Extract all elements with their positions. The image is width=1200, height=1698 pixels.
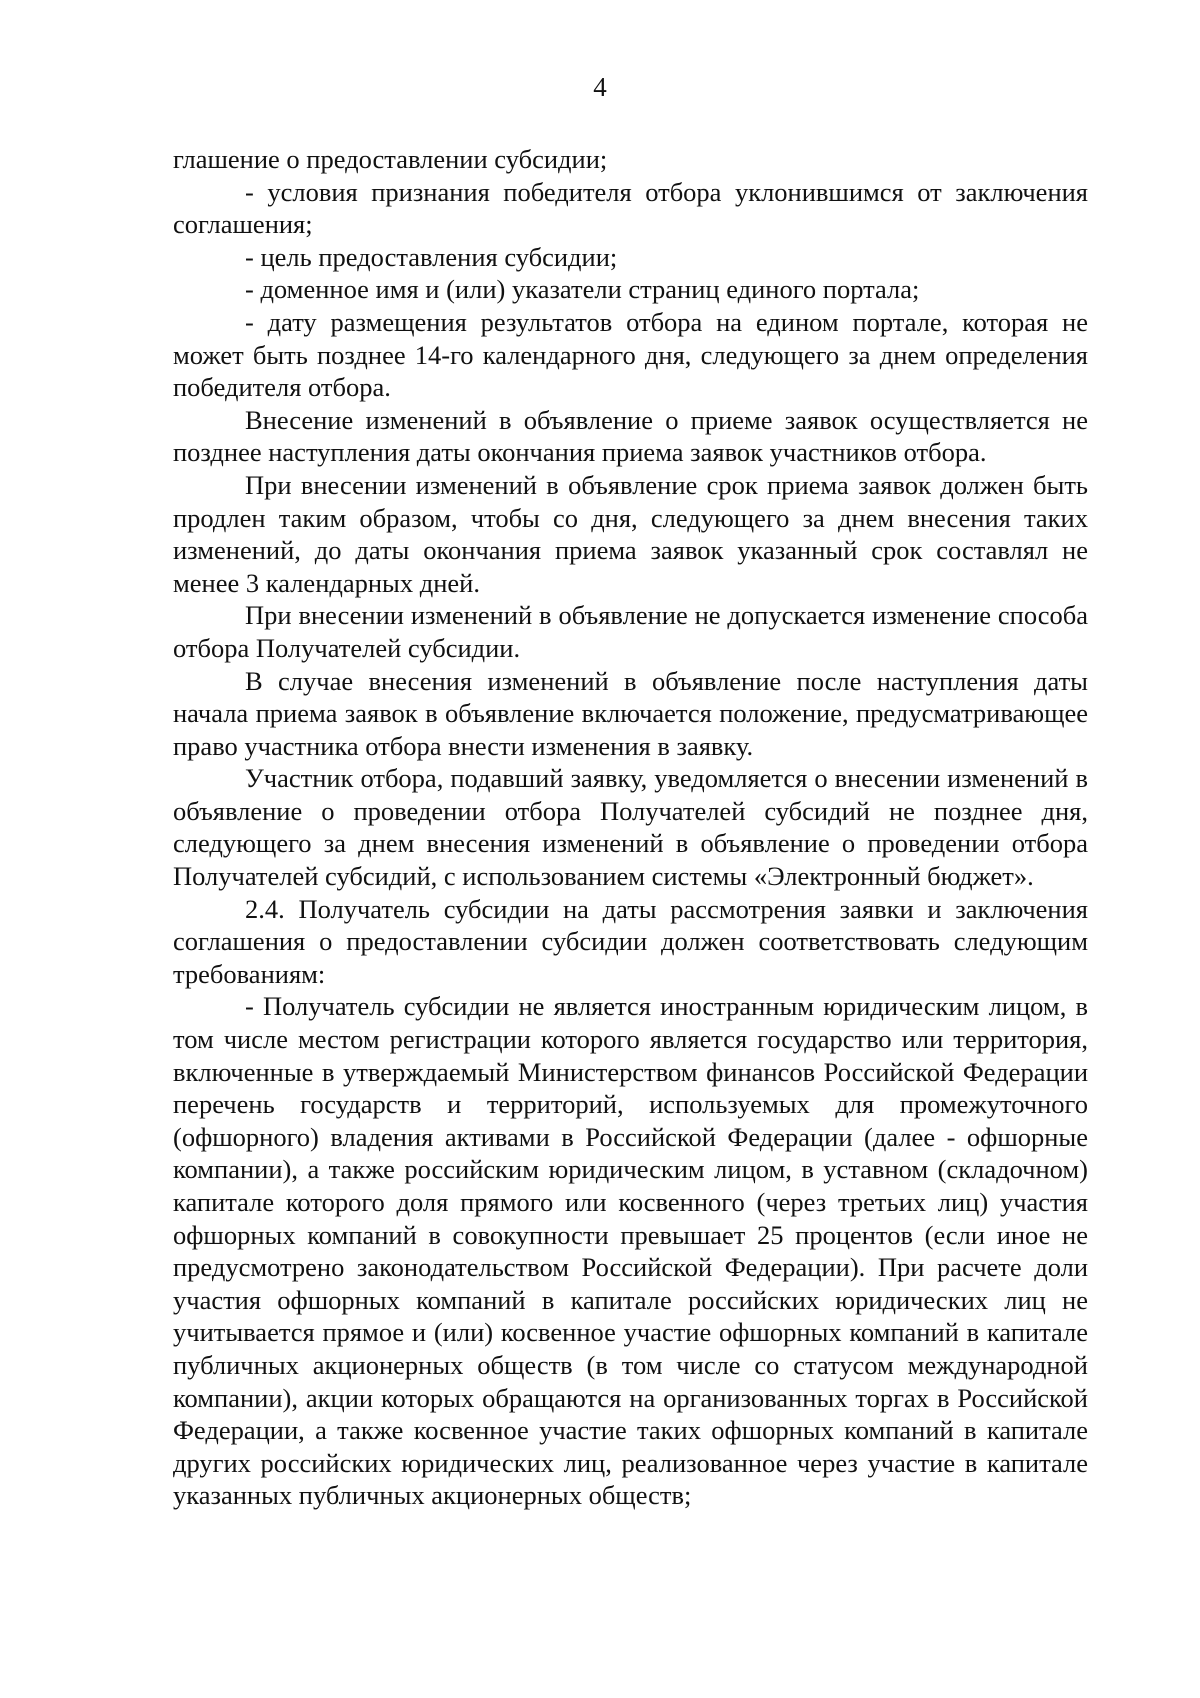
paragraph-1: глашение о предоставлении субсидии; <box>173 144 608 174</box>
paragraph-6: Внесение изменений в объявление о приеме заявок осуществляется не позднее наступления даты окончания приема заявок участников отбора. <box>173 404 1088 468</box>
paragraph-10: Участник отбора, подавший заявку, уведомляется о внесении изменений в объявление о проведении отбора Получателей субсидий не позднее дня, следующего за днем внесения изменений в объявление о проведении отбора Получателей субсидий, с использованием системы «Электронный бюджет». <box>173 763 1088 892</box>
paragraph-8: При внесении изменений в объявление не допускается изменение способа отбора Получателей субсидии. <box>173 600 1088 663</box>
paragraph-2: - условия признания победителя отбора уклонившимся от заключения соглашения; <box>173 176 1088 240</box>
paragraph-12: - Получатель субсидии не является иностранным юридическим лицом, в том числе местом регистрации которого является государство или территория, включенные в утверждаемый Министерством финансов Российской Федерации перечень государств и территорий, используемых для промежуточного (офшорного) владения активами в Российской Федерации (далее - офшорные компании), а также российским юридическим лицом, в уставном (складочном) капитале которого доля прямого или косвенного (через третьих лиц) участия офшорных компаний в совокупности превышает 25 процентов (если иное не предусмотрено законодательством Российской Федерации). При расчете доли участия офшорных компаний в капитале российских юридических лиц не учитывается прямое и (или) косвенное участие офшорных компаний в капитале публичных акционерных обществ (в том числе со статусом международной компании), акции которых обращаются на организованных торгах в Российской Федерации, а также косвенное участие таких офшорных компаний в капитале других российских юридических лиц, реализованное через участие в капитале указанных публичных акционерных обществ; <box>173 991 1088 1511</box>
page-number: 4 <box>593 72 607 102</box>
paragraph-11: 2.4. Получатель субсидии на даты рассмотрения заявки и заключения соглашения о предоставлении субсидии должен соответствовать следующим требованиям: <box>173 893 1088 989</box>
paragraph-4: - доменное имя и (или) указатели страниц единого портала; <box>245 274 920 305</box>
paragraph-3: - цель предоставления субсидии; <box>245 241 618 272</box>
document-body <box>173 143 1088 1512</box>
paragraph-5: - дату размещения результатов отбора на едином портале, которая не может быть позднее 14-го календарного дня, следующего за днем определения победителя отбора. <box>173 306 1088 403</box>
paragraph-7: При внесении изменений в объявление срок приема заявок должен быть продлен таким образом, чтобы со дня, следующего за днем внесения таких изменений, до даты окончания приема заявок указанный срок составлял не менее 3 календарных дней. <box>173 469 1088 598</box>
paragraph-9: В случае внесения изменений в объявление после наступления даты начала приема заявок в объявление включается положение, предусматривающее право участника отбора внести изменения в заявку. <box>173 665 1088 761</box>
